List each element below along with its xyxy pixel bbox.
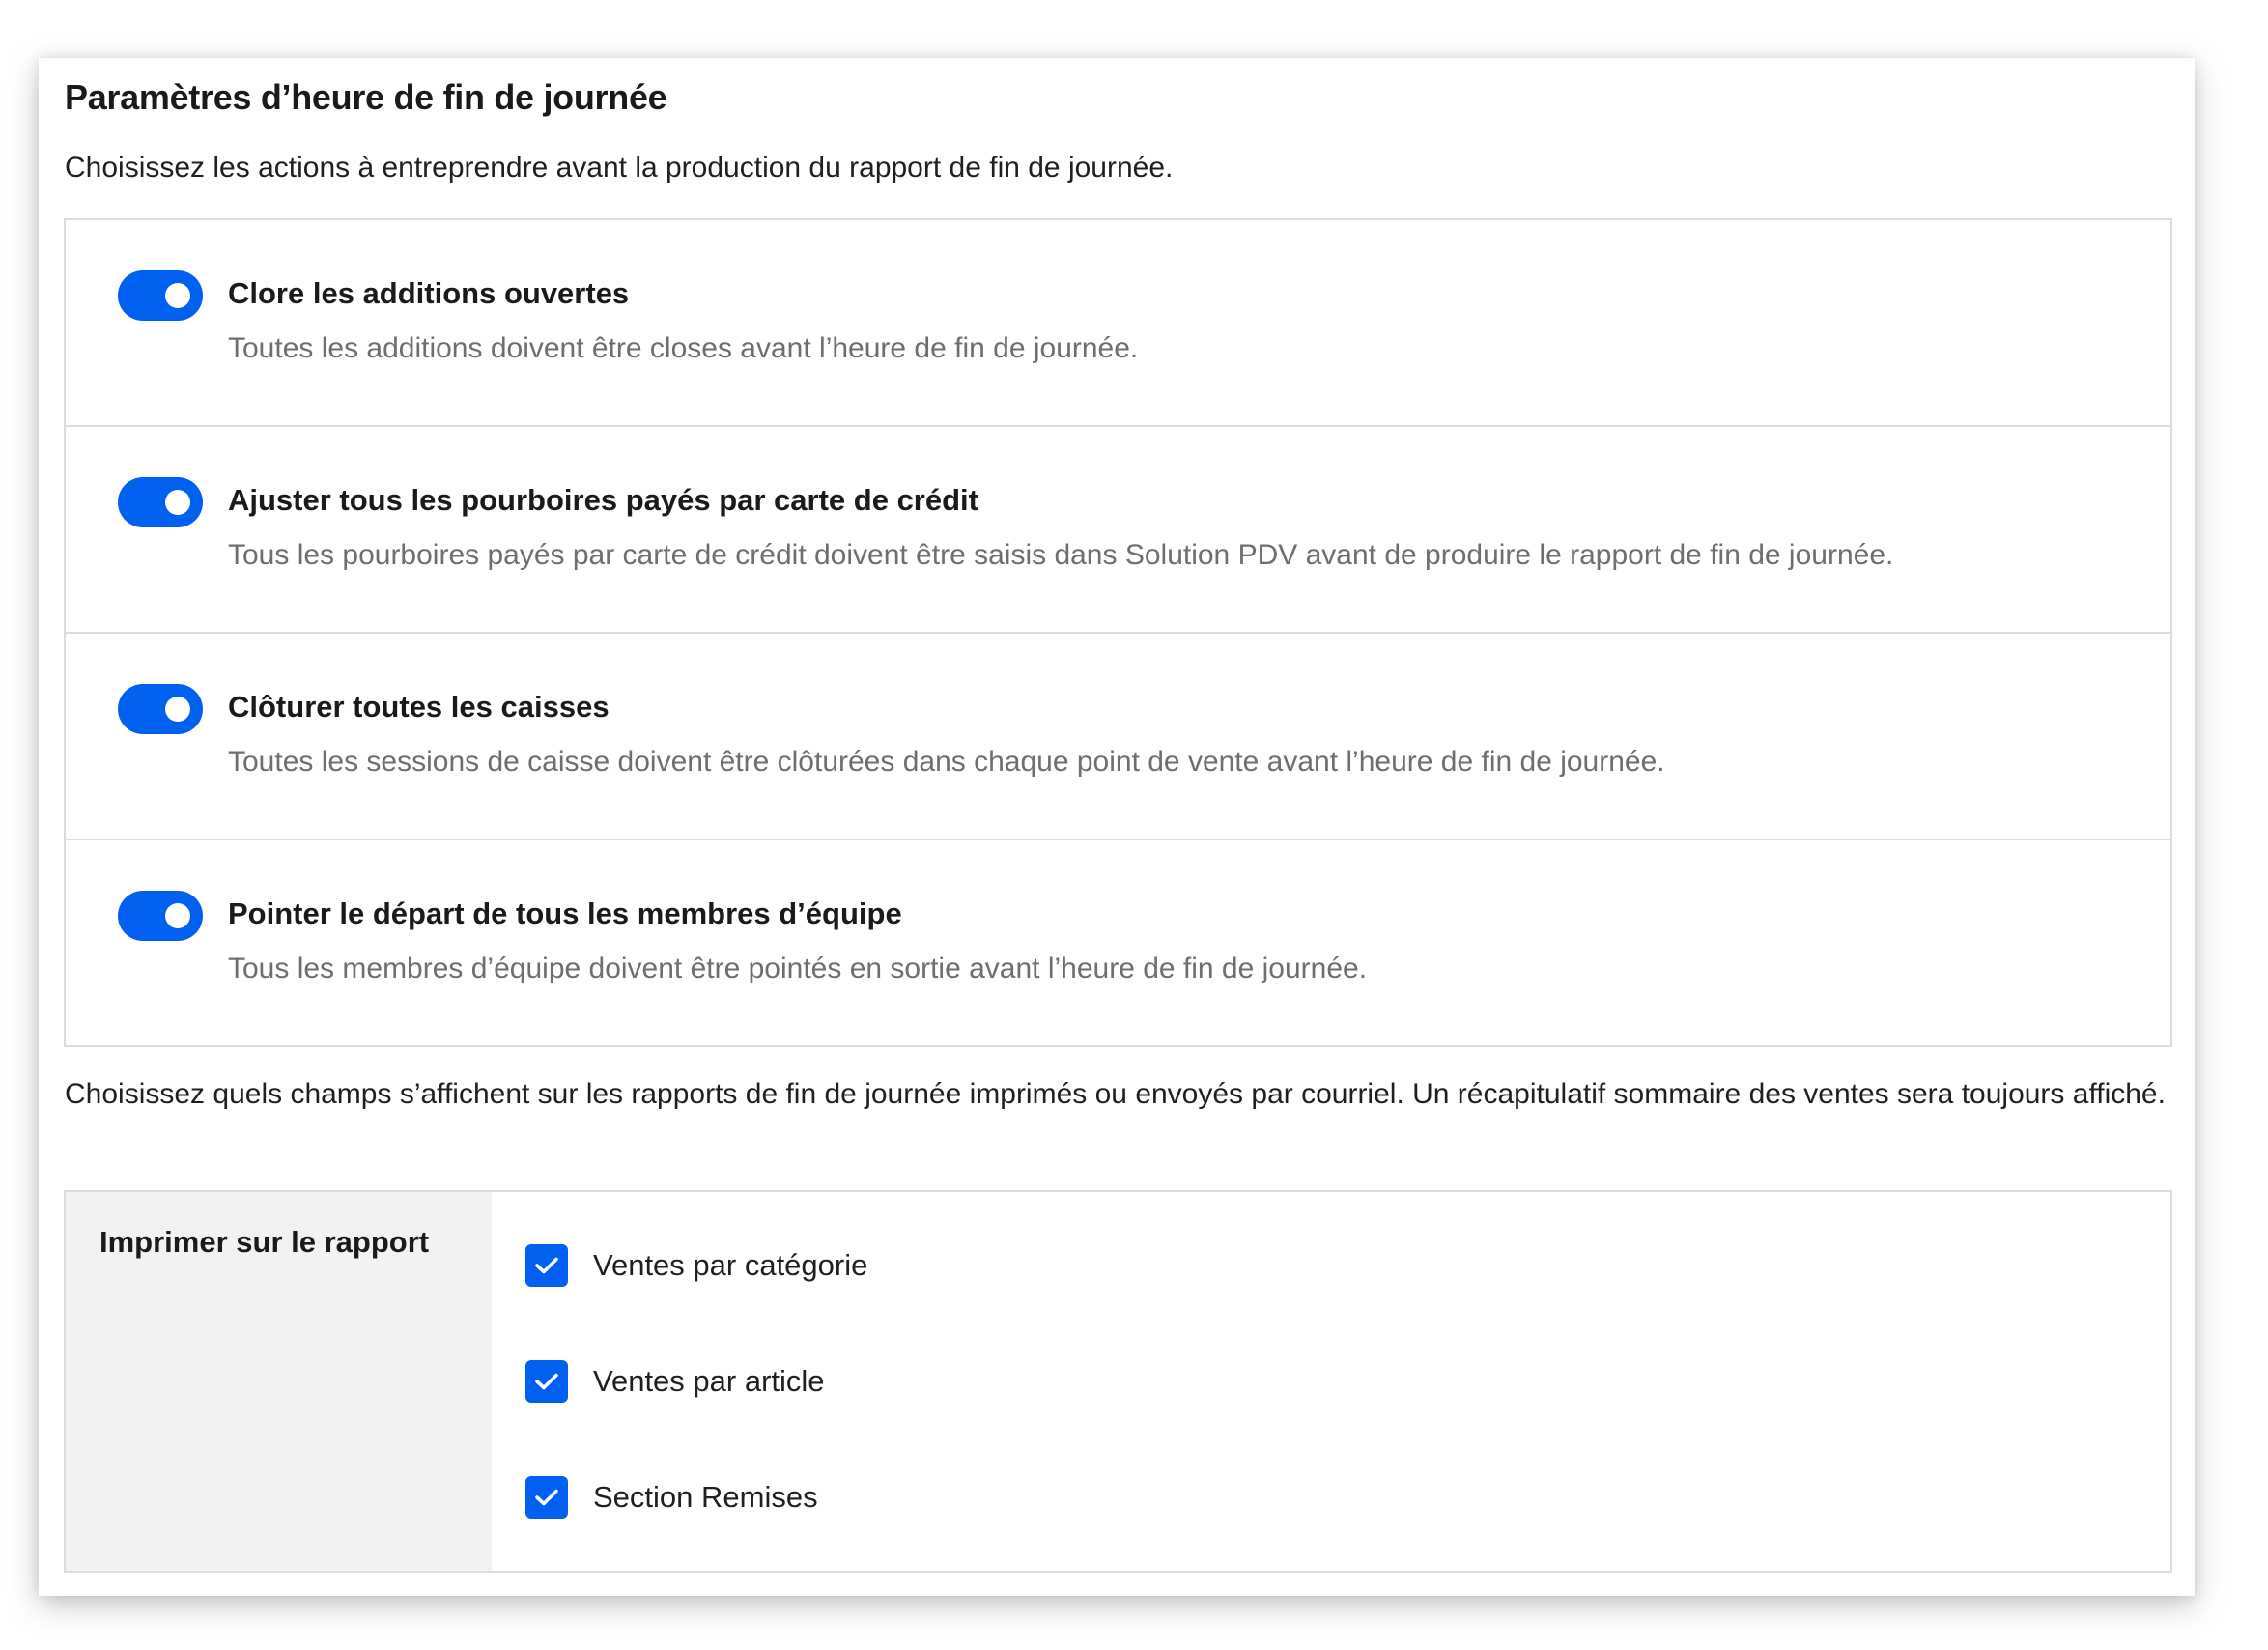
fields-intro-text: Choisissez quels champs s’affichent sur les rapports de fin de journée imprimés ou envoyés par courriel. Un récapitulatif sommaire des ventes sera toujours affiché. [65,1078,2166,1110]
print-option-label: Section Remises [593,1480,818,1514]
print-option-sales-by-item[interactable] [525,1360,825,1403]
action-row-close-checks [66,220,2170,427]
action-title: Ajuster tous les pourboires payés par carte de crédit [228,483,978,517]
intro-text: Choisissez les actions à entreprendre avant la production du rapport de fin de journée. [65,152,1174,184]
action-title: Pointer le départ de tous les membres d’équipe [228,896,902,930]
toggle-knob [165,283,190,308]
end-of-day-settings-card [39,58,2195,1596]
print-on-report-panel [64,1190,2172,1573]
action-row-adjust-tips [66,427,2170,634]
toggle-knob [165,697,190,722]
print-on-report-label: Imprimer sur le rapport [99,1225,430,1259]
toggle-switch-clock-out-team[interactable] [118,891,203,941]
action-row-close-drawers [66,634,2170,840]
checkbox-checked-icon[interactable] [525,1360,568,1403]
toggle-switch-adjust-tips[interactable] [118,477,203,527]
action-description: Toutes les additions doivent être closes avant l’heure de fin de journée. [228,332,1139,364]
action-description: Tous les pourboires payés par carte de crédit doivent être saisis dans Solution PDV avant de produire le rapport de fin de journée. [228,539,1894,571]
print-option-discounts-section[interactable] [525,1476,818,1519]
action-title: Clôturer toutes les caisses [228,690,610,724]
print-option-label: Ventes par article [593,1364,825,1398]
action-description: Tous les membres d’équipe doivent être pointés en sortie avant l’heure de fin de journée. [228,953,1368,984]
print-options-list [492,1192,2170,1571]
print-option-label: Ventes par catégorie [593,1248,868,1282]
print-option-sales-by-category[interactable] [525,1244,867,1287]
toggle-switch-close-checks[interactable] [118,270,203,321]
action-description: Toutes les sessions de caisse doivent être clôturées dans chaque point de vente avant l’heure de fin de journée. [228,746,1665,778]
action-row-clock-out-team [66,840,2170,1047]
toggle-switch-close-drawers[interactable] [118,684,203,734]
actions-list [64,218,2172,1047]
page-title: Paramètres d’heure de fin de journée [65,77,667,117]
toggle-knob [165,903,190,928]
checkbox-checked-icon[interactable] [525,1476,568,1519]
action-title: Clore les additions ouvertes [228,276,630,310]
toggle-knob [165,490,190,515]
print-label-column [66,1192,492,1571]
checkbox-checked-icon[interactable] [525,1244,568,1287]
